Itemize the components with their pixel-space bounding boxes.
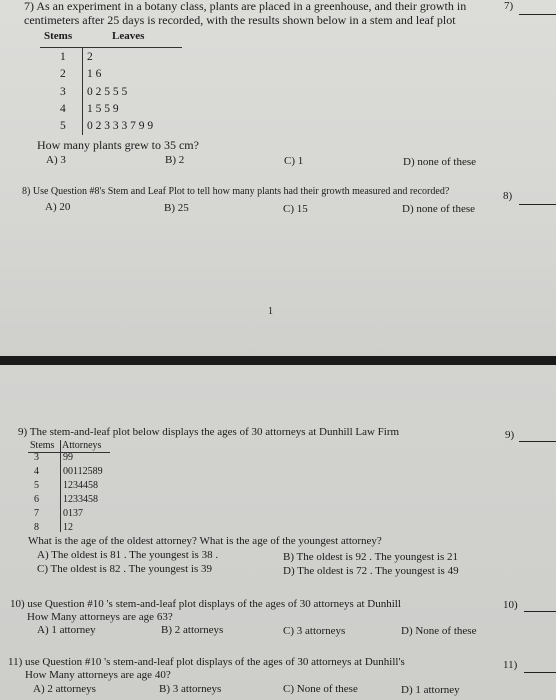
- q9-leaves: 1233458: [63, 494, 98, 505]
- q9-prompt: [18, 426, 399, 438]
- q10-margin-number: 10): [503, 599, 518, 611]
- worksheet-page-2: [0, 365, 556, 700]
- q11-prompt: [8, 656, 405, 668]
- q10-option-d[interactable]: D) None of these: [401, 625, 477, 637]
- q7-option-c[interactable]: C) 1: [284, 155, 304, 167]
- q9-answer-line[interactable]: [519, 441, 556, 442]
- q11-margin-number: 11): [503, 659, 518, 671]
- q7-option-b[interactable]: B) 2: [165, 154, 185, 166]
- q11-answer-line[interactable]: [524, 672, 556, 673]
- q9-margin-number: 9): [505, 429, 515, 441]
- q8-option-c[interactable]: C) 15: [283, 203, 308, 215]
- q7-text-line1: [24, 0, 466, 14]
- q7-leaves: 1 5 5 9: [87, 103, 119, 115]
- q9-text: The stem-and-leaf plot below displays the ages of 30 attorneys at Dunhill Law Firm: [29, 426, 400, 438]
- q7-prompt-2: centimeters after 25 days is recorded, with the results shown below in a stem and leaf plot: [24, 13, 456, 27]
- q7-option-a[interactable]: A) 3: [46, 154, 66, 166]
- q9-leaves: 99: [63, 452, 73, 463]
- q10-option-b[interactable]: B) 2 attorneys: [161, 624, 224, 636]
- q9-leaves: 1234458: [63, 480, 98, 491]
- q10-question: How Many attorneys are age 63?: [27, 611, 173, 623]
- q10-text: use Question #10 's stem-and-leaf plot displays of the ages of 30 attorneys at Dunhill: [27, 598, 401, 610]
- page-number: 1: [268, 306, 273, 317]
- q7-answer-line[interactable]: [519, 14, 556, 15]
- q7-plot-header-rule: [40, 47, 182, 48]
- q8-margin-number: 8): [503, 190, 513, 202]
- q8-option-a[interactable]: A) 20: [45, 201, 71, 213]
- q9-option-c[interactable]: C) The oldest is 82 . The youngest is 39: [37, 563, 212, 575]
- q11-text: use Question #10 's stem-and-leaf plot displays of the ages of 30 attorneys at Dunhill's: [25, 656, 405, 668]
- q7-option-d[interactable]: D) none of these: [403, 156, 477, 168]
- q7-plot-divider: [82, 47, 83, 135]
- q10-option-a[interactable]: A) 1 attorney: [37, 624, 96, 636]
- q9-stem: 4: [34, 466, 39, 477]
- q7-margin-number: 7): [504, 0, 514, 12]
- q11-option-a[interactable]: A) 2 attorneys: [33, 683, 96, 695]
- q7-number: 7): [24, 0, 34, 13]
- q8-prompt: [22, 186, 449, 197]
- q9-stem: 5: [34, 480, 39, 491]
- q7-leaves: 0 2 5 5 5: [87, 86, 128, 98]
- q11-option-d[interactable]: D) 1 attorney: [401, 684, 460, 696]
- q10-number: 10): [10, 598, 25, 610]
- q9-question: What is the age of the oldest attorney? What is the age of the youngest attorney?: [28, 535, 382, 547]
- q8-answer-line[interactable]: [519, 204, 556, 205]
- q10-option-c[interactable]: C) 3 attorneys: [283, 625, 346, 637]
- q7-stem: 3: [60, 86, 66, 98]
- q9-stem: 8: [34, 522, 39, 533]
- q11-number: 11): [8, 656, 23, 668]
- q11-option-c[interactable]: C) None of these: [283, 683, 358, 695]
- q9-plot-divider: [60, 440, 61, 532]
- page-gap-shadow: [0, 356, 556, 365]
- q9-leaves: 12: [63, 522, 73, 533]
- q7-stem: 1: [60, 51, 66, 63]
- q9-leaves: 0137: [63, 508, 83, 519]
- q8-option-b[interactable]: B) 25: [164, 202, 189, 214]
- q8-option-d[interactable]: D) none of these: [402, 203, 476, 215]
- q9-leaves-header: Attorneys: [62, 440, 102, 451]
- q9-stem: 3: [34, 452, 39, 463]
- q7-stems-header: Stems: [44, 30, 73, 42]
- q9-option-a[interactable]: A) The oldest is 81 . The youngest is 38 .: [37, 549, 219, 561]
- q7-prompt-1: As an experiment in a botany class, plants are placed in a greenhouse, and their growth in: [36, 0, 467, 13]
- q10-answer-line[interactable]: [524, 611, 556, 612]
- q7-stem: 5: [60, 120, 66, 132]
- q8-number: 8): [22, 186, 31, 197]
- q10-prompt: [10, 598, 401, 610]
- q7-question: How many plants grew to 35 cm?: [37, 138, 199, 152]
- q11-question: How Many attorneys are age 40?: [25, 669, 171, 681]
- q7-leaves: 0 2 3 3 3 7 9 9: [87, 120, 154, 132]
- q9-stems-header: Stems: [30, 440, 55, 451]
- q7-stem: 2: [60, 68, 66, 80]
- q11-option-b[interactable]: B) 3 attorneys: [159, 683, 222, 695]
- q9-stem: 6: [34, 494, 39, 505]
- q7-stem: 4: [60, 103, 66, 115]
- q9-number: 9): [18, 426, 28, 438]
- q9-option-d[interactable]: D) The oldest is 72 . The youngest is 49: [283, 565, 459, 577]
- q9-option-b[interactable]: B) The oldest is 92 . The youngest is 21: [283, 551, 458, 563]
- q8-text: Use Question #8's Stem and Leaf Plot to tell how many plants had their growth measured and recorded?: [32, 186, 450, 197]
- q7-leaves: 1 6: [87, 68, 102, 80]
- q9-stem: 7: [34, 508, 39, 519]
- q7-leaves-header: Leaves: [112, 30, 145, 42]
- q9-leaves: 00112589: [63, 466, 103, 477]
- q7-leaves: 2: [87, 51, 93, 63]
